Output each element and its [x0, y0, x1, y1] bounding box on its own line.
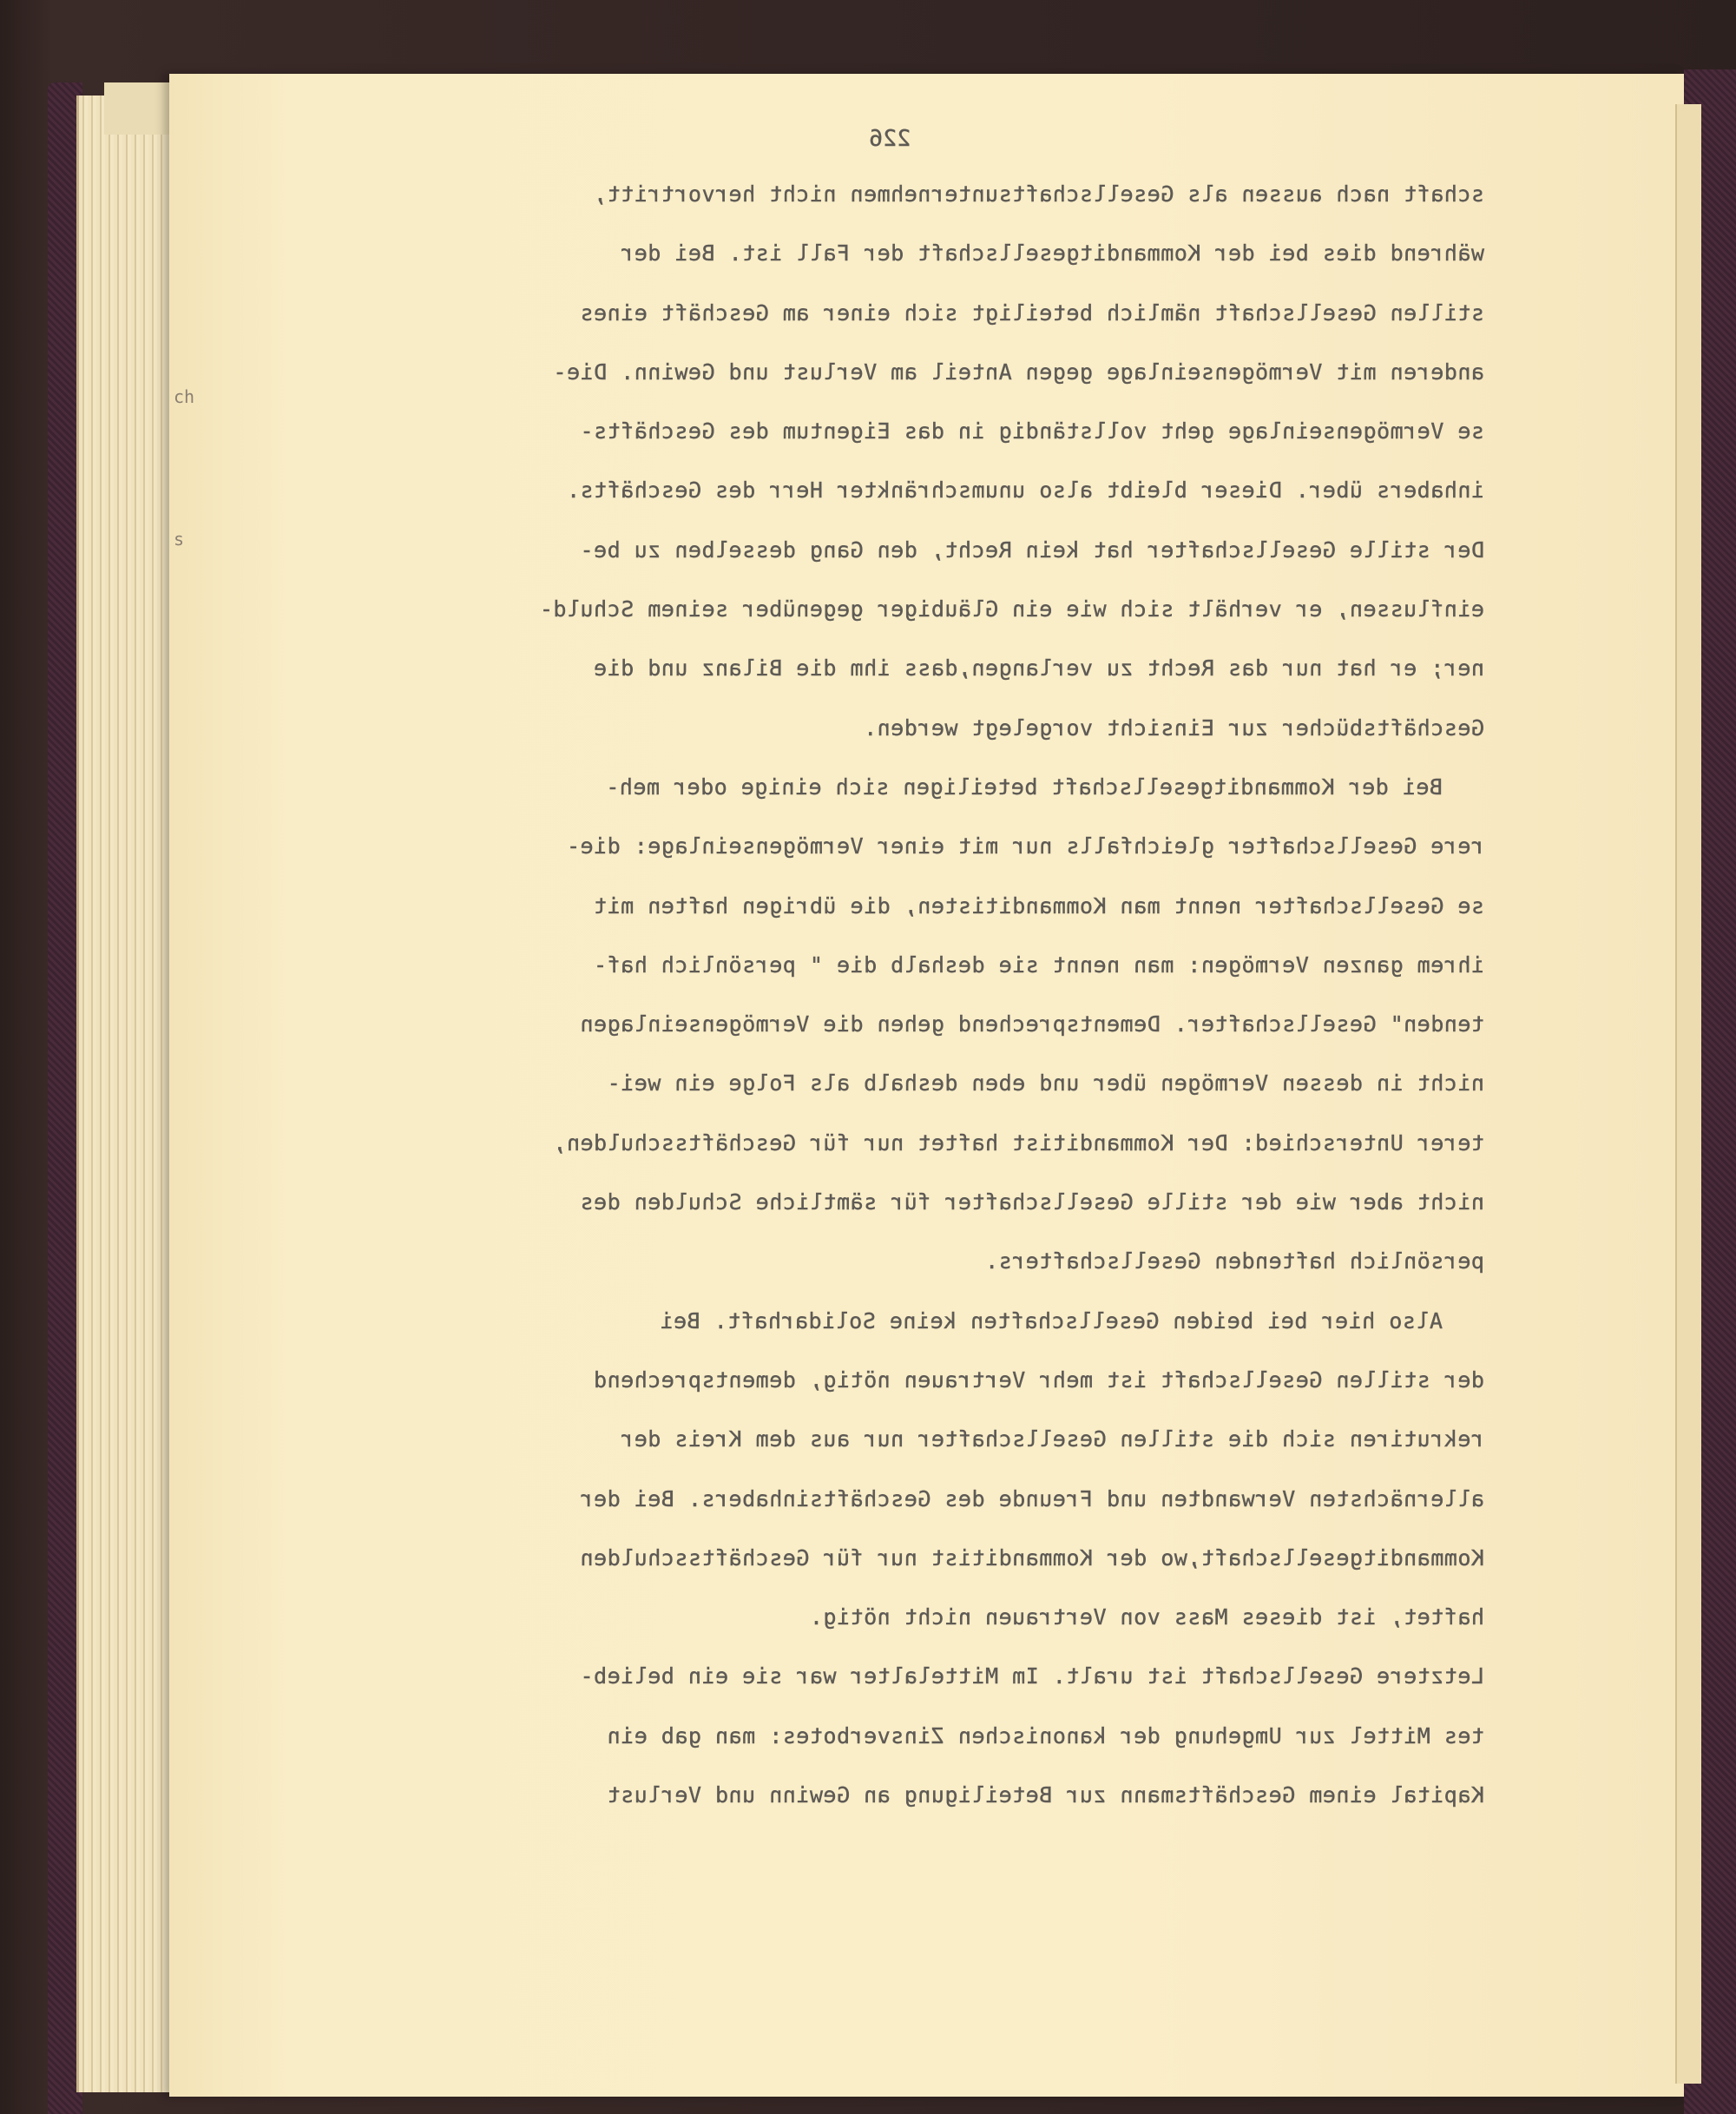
- text-line: se Gesellschafter nennt man Kommanditisten, die übrigen haften mit: [593, 892, 1484, 919]
- text-line: schaft nach aussen als Gesellschaftsunternehmen nicht hervortritt,: [593, 181, 1484, 207]
- text-line: ihrem ganzen Vermögen: man nennt sie deshalb die " persönlich haf-: [593, 952, 1484, 978]
- text-line: Also hier bei beiden Gesellschaften keine Solidarhaft. Bei: [660, 1307, 1443, 1334]
- next-page-edge: [1675, 104, 1701, 2084]
- text-line: einflussen, er verhält sich wie ein Gläubiger gegenüber seinem Schuld-: [539, 596, 1484, 622]
- margin-fragment: ch: [174, 386, 195, 407]
- text-line: persönlich haftenden Gesellschafters.: [984, 1248, 1484, 1274]
- text-lines: [269, 165, 1484, 1825]
- typed-text-mirrored: [269, 113, 1484, 1867]
- text-line: ner; er hat nur das Recht zu verlangen,dass ihm die Bilanz und die: [593, 655, 1484, 682]
- text-line: allernächsten Verwandten und Freunde des Geschäftsinhabers. Bei der: [580, 1485, 1484, 1511]
- page-number: 226: [868, 126, 911, 152]
- text-line: Kommanditgesellschaft,wo der Kommanditist nur für Geschäftsschulden: [580, 1544, 1484, 1571]
- text-line: haftet, ist dieses Mass von Vertrauen nicht nötig.: [809, 1604, 1484, 1630]
- text-line: Kapital einem Geschäftsmann zur Beteiligung an Gewinn und Verlust: [607, 1782, 1484, 1808]
- text-line: nicht in dessen Vermögen über und eben deshalb als Folge ein wei-: [607, 1070, 1484, 1097]
- text-line: Letztere Gesellschaft ist uralt. Im Mittelalter war sie ein belieb-: [580, 1663, 1484, 1689]
- text-line: der stillen Gesellschaft ist mehr Vertrauen nötig, dementsprechend: [593, 1367, 1484, 1393]
- text-line: rekrutiren sich die stillen Gesellschafter nur aus dem Kreis der: [620, 1426, 1484, 1452]
- text-line: Geschäftsbücher zur Einsicht vorgelegt werden.: [863, 715, 1484, 741]
- text-line: nicht aber wie der stille Gesellschafter für sämtliche Schulden des: [580, 1189, 1484, 1215]
- margin-fragment: s: [174, 529, 185, 550]
- text-line: rere Gesellschafter gleichfalls nur mit einer Vermögenseinlage: die-: [566, 833, 1484, 859]
- text-line: anderen mit Vermögenseinlage gegen Anteil am Verlust und Gewinn. Die-: [552, 359, 1484, 385]
- text-line: terer Unterschied: Der Kommanditist haftet nur für Geschäftsschulden,: [552, 1129, 1484, 1156]
- text-line: tes Mittel zur Umgehung der kanonischen Zinsverbotes: man gab ein: [607, 1722, 1484, 1748]
- text-line: während dies bei der Kommanditgesellschaft der Fall ist. Bei der: [620, 240, 1484, 267]
- text-line: stillen Gesellschaft nämlich beteiligt sich einer am Geschäft eines: [580, 300, 1484, 326]
- text-line: Bei der Kommanditgesellschaft beteiligen sich einige oder meh-: [605, 774, 1443, 800]
- text-line: inhabers über. Dieser bleibt also unumschränkter Herr des Geschäfts.: [566, 477, 1484, 504]
- text-line: Der stille Gesellschafter hat kein Recht, den Gang desselben zu be-: [580, 537, 1484, 563]
- text-line: tenden" Gesellschafter. Dementsprechend gehen die Vermögenseinlagen: [580, 1011, 1484, 1037]
- text-line: se Vermögenseinlage geht vollständig in das Eigentum des Geschäfts-: [580, 418, 1484, 445]
- margin-fragments: [174, 386, 208, 550]
